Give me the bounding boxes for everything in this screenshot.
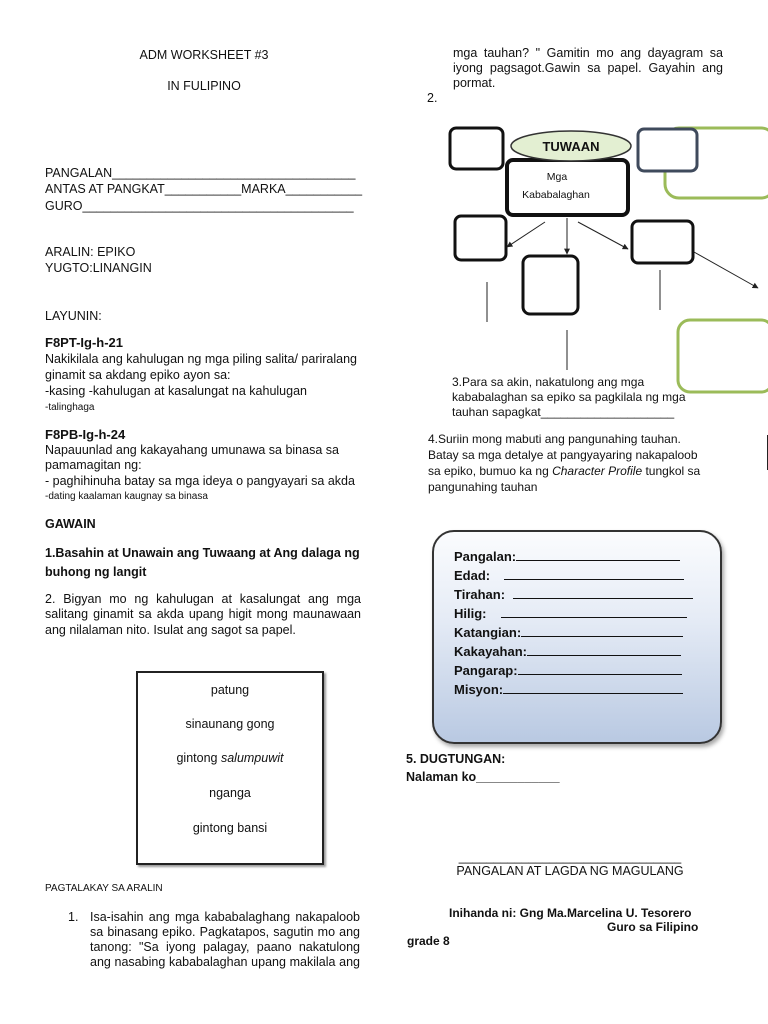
antas-line: ANTAS AT PANGKAT___________MARKA___________: [45, 182, 363, 196]
list-number: 1.: [68, 910, 79, 924]
objective-text: Nakikilala ang kahulugan ng mga piling salita/ pariralang: [45, 352, 357, 366]
diagram-box-slate: [638, 129, 697, 171]
objective-text: - paghihinuha batay sa mga ideya o pangyayari sa akda: [45, 474, 355, 488]
pagtalakay-text: mga tauhan? " Gamitin mo ang dayagram sa: [453, 46, 723, 60]
gawain-item-2: salitang ginamit sa akda upang higit mong maunawaan: [45, 607, 361, 621]
profile-field: Pangarap:: [454, 662, 682, 678]
gawain-heading: GAWAIN: [45, 517, 96, 531]
objective-text: pamamagitan ng:: [45, 458, 142, 472]
diagram-box: [523, 256, 578, 314]
gawain-item-1: 1.Basahin at Unawain ang Tuwaang at Ang dalaga ng: [45, 546, 360, 560]
diagram-box-green: [678, 320, 768, 392]
diagram-box: [632, 221, 693, 263]
objective-text: -kasing -kahulugan at kasalungat na kahulugan: [45, 384, 307, 398]
objective-text: -talinghaga: [45, 402, 95, 413]
q4-text: pangunahing tauhan: [428, 480, 538, 494]
signature-label: PANGALAN AT LAGDA NG MAGULANG: [456, 864, 684, 878]
word-item: patung: [210, 683, 250, 697]
word-item: nganga: [209, 786, 251, 800]
pagtalakay-text: sa binasang epiko. Pagkatapos, sagutin mo ang: [90, 925, 360, 939]
pagtalakay-heading: PAGTALAKAY SA ARALIN: [45, 883, 163, 894]
q4-text: sa epiko, bumuo ka ng Character Profile tungkol sa: [428, 464, 701, 478]
profile-field: Edad:: [454, 567, 684, 583]
word-item: gintong salumpuwit: [176, 751, 284, 765]
objective-text: ginamit sa akdang epiko ayon sa:: [45, 368, 231, 382]
profile-field: Misyon:: [454, 681, 683, 697]
pagtalakay-text: tanong: "Sa iyong palagay, paano nakatulong: [90, 940, 360, 954]
prepared-by: Inihanda ni: Gng Ma.Marcelina U. Tesorero: [449, 906, 692, 920]
q4-text: Batay sa mga detalye at pangyayaring nakapaloob: [428, 448, 698, 462]
prepared-role: Guro sa Filipino: [607, 920, 699, 934]
objective-code: F8PB-Ig-h-24: [45, 427, 126, 442]
gawain-item-2: ang nilalaman nito. Isulat ang sagot sa papel.: [45, 623, 296, 637]
pagtalakay-text: iyong pagsagot.Gawin sa papel. Gayahin ang: [453, 61, 723, 75]
word-item: gintong bansi: [192, 821, 268, 835]
word-item: sinaunang gong: [185, 717, 275, 731]
worksheet-title: ADM WORKSHEET #3: [139, 48, 269, 62]
diagram-ellipse-label: TUWAAN: [542, 139, 600, 154]
diagram-box: [450, 128, 503, 169]
list-number: 2.: [427, 91, 438, 105]
objective-text: Napauunlad ang kakayahang umunawa sa binasa sa: [45, 443, 339, 457]
pagtalakay-text: pormat.: [453, 76, 496, 90]
kababalaghan-diagram: [0, 0, 768, 420]
gawain-item-2: 2. Bigyan mo ng kahulugan at kasalungat ang mga: [45, 592, 361, 606]
diagram-center-label: Kababalaghan: [522, 189, 590, 201]
dugtungan-heading: 5. DUGTUNGAN:: [406, 752, 506, 766]
dugtungan-line: Nalaman ko____________: [406, 770, 560, 784]
q3-text: kababalaghan sa epiko sa pagkilala ng mga: [452, 390, 686, 404]
signature-line: ________________________________: [458, 850, 682, 864]
pagtalakay-text: ang nasabing kababalaghan upang makilala ang: [90, 955, 360, 969]
profile-field: Hilig:: [454, 605, 687, 621]
q3-text: 3.Para sa akin, nakatulong ang mga: [452, 375, 645, 389]
guro-line: GURO_______________________________________: [45, 199, 354, 213]
profile-field: Pangalan:: [454, 548, 680, 564]
profile-field: Tirahan:: [454, 586, 693, 602]
gawain-item-1: buhong ng langit: [45, 565, 147, 579]
pangalan-line: PANGALAN___________________________________: [45, 166, 356, 180]
worksheet-subtitle: IN FULIPINO: [167, 79, 241, 93]
objective-text: -dating kaalaman kaugnay sa binasa: [45, 491, 208, 502]
objective-code: F8PT-Ig-h-21: [45, 335, 124, 350]
word-box: [136, 671, 324, 865]
diagram-center-box: [507, 160, 628, 215]
diagram-center-label: Mga: [546, 171, 568, 183]
q3-text: tauhan sapagkat____________________: [452, 405, 675, 419]
aralin-label: ARALIN: EPIKO: [45, 245, 136, 259]
profile-field: Kakayahan:: [454, 643, 681, 659]
q4-text: 4.Suriin mong mabuti ang pangunahing tauhan.: [428, 432, 681, 446]
pagtalakay-text: Isa-isahin ang mga kababalaghang nakapaloob: [90, 910, 360, 924]
character-profile-card: [432, 530, 722, 744]
prepared-grade: grade 8: [407, 934, 450, 948]
profile-field: Katangian:: [454, 624, 683, 640]
layunin-label: LAYUNIN:: [45, 309, 102, 323]
diagram-box: [455, 216, 506, 260]
yugto-label: YUGTO:LINANGIN: [45, 261, 152, 275]
